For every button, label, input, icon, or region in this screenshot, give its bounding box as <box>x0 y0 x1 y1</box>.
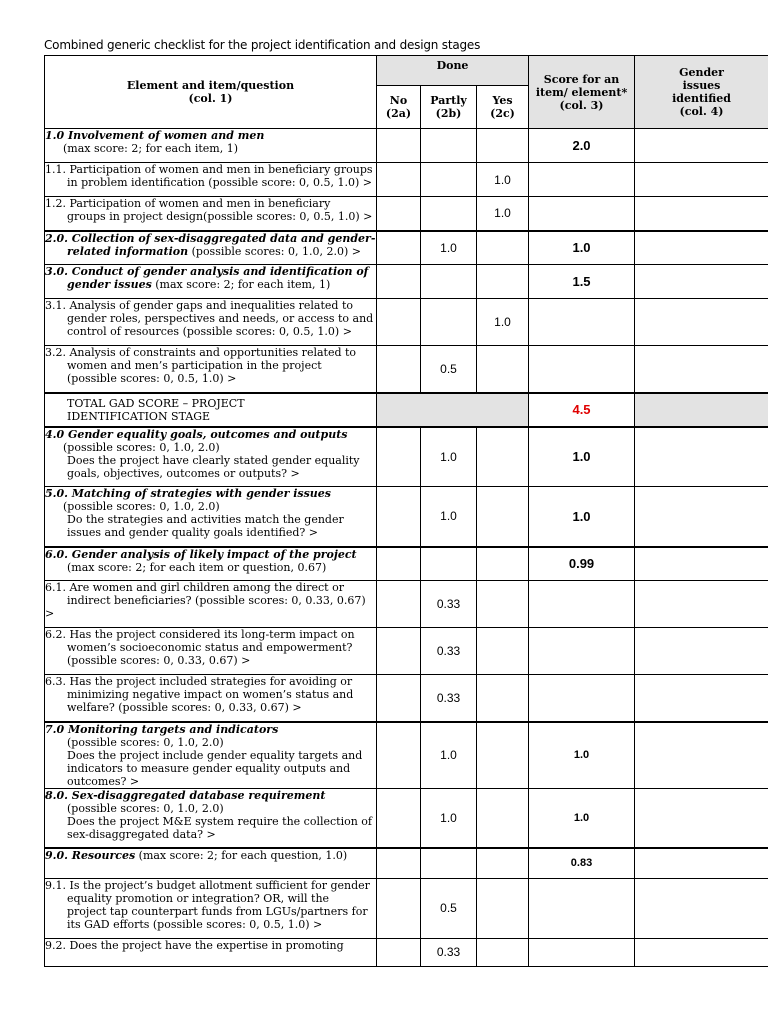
partly-cell: 0.5 <box>421 346 477 393</box>
gender-issues-cell <box>635 675 768 722</box>
no-cell <box>377 878 421 938</box>
score-cell: 1.0 <box>529 231 635 265</box>
table-row <box>45 487 768 547</box>
element-text-line: Does the project M&E system require the collection of <box>67 814 372 828</box>
score-cell <box>529 878 635 938</box>
yes-cell <box>477 547 529 581</box>
yes-cell: 1.0 <box>477 163 529 197</box>
score-cell <box>529 197 635 231</box>
partly-cell: 1.0 <box>421 788 477 848</box>
score-column-header: Score for an item/ element* (col. 3) <box>529 56 635 129</box>
gender-issues-cell <box>635 581 768 628</box>
element-text-line: indicators to measure gender equality outputs and <box>67 761 351 775</box>
yes-cell: 1.0 <box>477 299 529 346</box>
no-column-header: No (2a) <box>377 86 421 129</box>
no-cell <box>377 628 421 675</box>
gender-issues-cell <box>635 722 768 789</box>
element-text-line: Do the strategies and activities match the gender <box>67 513 344 526</box>
no-cell <box>377 197 421 231</box>
element-text-line: 5.0. Matching of strategies with gender issues <box>45 487 331 500</box>
element-text-line: 3.0. Conduct of gender analysis and identification of <box>45 265 369 278</box>
gad-checklist-table <box>44 55 768 967</box>
total-score-row <box>45 393 768 427</box>
yes-cell <box>477 675 529 722</box>
gender-issues-cell <box>635 938 768 966</box>
element-text-line: gender roles, perspectives and needs, or access to and <box>67 312 374 325</box>
partly-cell: 0.33 <box>421 628 477 675</box>
score-cell <box>529 163 635 197</box>
yes-cell <box>477 487 529 547</box>
no-cell <box>377 675 421 722</box>
element-text-line: goals, objectives, outcomes or outputs? > <box>67 466 300 480</box>
yes-cell: 1.0 <box>477 197 529 231</box>
table-row <box>45 788 768 848</box>
element-text-line: 3.2. Analysis of constraints and opportunities related to <box>45 346 357 359</box>
element-text-line: control of resources (possible scores: 0, 0.5, 1.0) > <box>67 325 352 338</box>
no-cell <box>377 129 421 163</box>
no-cell <box>377 938 421 966</box>
yes-cell <box>477 628 529 675</box>
gender-issues-cell <box>635 265 768 299</box>
element-text-line: (max score: 2; for each item or question, 0.67) <box>67 560 327 574</box>
yes-cell <box>477 581 529 628</box>
gender-issues-cell <box>635 788 768 848</box>
element-cell <box>45 878 377 938</box>
element-cell <box>45 547 377 581</box>
no-cell <box>377 427 421 487</box>
table-row <box>45 163 768 197</box>
yes-cell <box>477 265 529 299</box>
element-text-line: Does the project include gender equality targets and <box>67 748 363 762</box>
table-row <box>45 675 768 722</box>
element-text-line: (possible scores: 0, 1.0, 2.0) <box>63 440 220 454</box>
partly-cell: 0.33 <box>421 675 477 722</box>
score-cell: 1.0 <box>529 788 635 848</box>
gender-issues-column-header: Gender issues identified (col. 4) <box>635 56 768 129</box>
table-row <box>45 265 768 299</box>
element-cell <box>45 938 377 966</box>
gender-issues-cell <box>635 848 768 878</box>
table-row <box>45 129 768 163</box>
yes-column-header: Yes (2c) <box>477 86 529 129</box>
score-cell: 1.5 <box>529 265 635 299</box>
gender-issues-cell <box>635 547 768 581</box>
element-text-line: (possible scores: 0, 1.0, 2.0) <box>67 801 224 815</box>
score-cell: 1.0 <box>529 487 635 547</box>
partly-cell <box>421 547 477 581</box>
element-text-line: equality promotion or integration? OR, will the <box>67 891 330 905</box>
element-text-line: 4.0 Gender equality goals, outcomes and outputs <box>45 427 348 441</box>
table-row <box>45 938 768 966</box>
element-cell <box>45 299 377 346</box>
partly-cell <box>421 265 477 299</box>
element-text-line: IDENTIFICATION STAGE <box>67 409 211 423</box>
element-text-line: outcomes? > <box>67 774 140 788</box>
element-text-line: in problem identification (possible score: 0, 0.5, 1.0) > <box>67 176 373 189</box>
yes-cell <box>477 788 529 848</box>
table-row <box>45 547 768 581</box>
element-text-line: women’s socioeconomic status and empowerment? <box>67 641 353 654</box>
gender-issues-cell <box>635 427 768 487</box>
gender-issues-cell <box>635 878 768 938</box>
element-cell <box>45 848 377 878</box>
table-row <box>45 231 768 265</box>
element-text-line: groups in project design(possible scores: 0, 0.5, 1.0) > <box>67 210 373 223</box>
element-cell <box>45 265 377 299</box>
table-row <box>45 722 768 789</box>
no-cell <box>377 231 421 265</box>
element-text-line: 8.0. Sex-disaggregated database requirement <box>45 788 326 802</box>
element-text-line: 1.0 Involvement of women and men <box>45 129 265 142</box>
table-row <box>45 427 768 487</box>
element-cell <box>45 129 377 163</box>
element-cell <box>45 628 377 675</box>
table-row <box>45 346 768 393</box>
gender-issues-cell <box>635 628 768 675</box>
partly-cell: 1.0 <box>421 427 477 487</box>
partly-cell <box>421 163 477 197</box>
score-cell: 0.99 <box>529 547 635 581</box>
done-merged-cell <box>377 393 529 427</box>
partly-column-header: Partly (2b) <box>421 86 477 129</box>
element-cell <box>45 231 377 265</box>
table-row <box>45 581 768 628</box>
element-text-line: 1.1. Participation of women and men in beneficiary groups <box>45 163 373 176</box>
score-cell <box>529 346 635 393</box>
yes-cell <box>477 427 529 487</box>
table-row <box>45 299 768 346</box>
element-cell <box>45 788 377 848</box>
element-text-line: 6.0. Gender analysis of likely impact of the project <box>45 547 357 561</box>
element-text-line: 6.2. Has the project considered its long-term impact on <box>45 628 355 641</box>
element-text-line: its GAD efforts (possible scores: 0, 0.5, 1.0) > <box>67 917 323 931</box>
element-cell <box>45 197 377 231</box>
element-text-line: (possible scores: 0, 1.0, 2.0) <box>67 735 224 749</box>
element-text-line: minimizing negative impact on women’s status and <box>67 688 354 701</box>
score-cell <box>529 938 635 966</box>
element-text-line: 9.0. Resources (max score: 2; for each question, 1.0) <box>45 849 348 862</box>
table-caption: Combined generic checklist for the project identification and design stages <box>44 38 481 52</box>
element-text-line: project tap counterpart funds from LGUs/partners for <box>67 904 368 918</box>
done-column-header: Done <box>377 56 529 86</box>
yes-cell <box>477 722 529 789</box>
partly-cell <box>421 129 477 163</box>
score-cell <box>529 628 635 675</box>
element-text-line: indirect beneficiaries? (possible scores: 0, 0.33, 0.67) <box>67 594 366 607</box>
yes-cell <box>477 346 529 393</box>
partly-cell: 1.0 <box>421 231 477 265</box>
yes-cell <box>477 938 529 966</box>
no-cell <box>377 581 421 628</box>
element-text-line: sex-disaggregated data? > <box>67 827 216 841</box>
partly-cell <box>421 848 477 878</box>
no-cell <box>377 265 421 299</box>
gender-issues-cell <box>635 129 768 163</box>
element-text-line: 6.1. Are women and girl children among the direct or <box>45 581 344 594</box>
element-cell <box>45 163 377 197</box>
no-cell <box>377 848 421 878</box>
element-text-line: 1.2. Participation of women and men in beneficiary <box>45 197 331 210</box>
table-row <box>45 197 768 231</box>
element-cell <box>45 675 377 722</box>
score-cell: 2.0 <box>529 129 635 163</box>
partly-cell: 0.33 <box>421 581 477 628</box>
yes-cell <box>477 231 529 265</box>
no-cell <box>377 299 421 346</box>
no-cell <box>377 788 421 848</box>
element-cell <box>45 346 377 393</box>
no-cell <box>377 722 421 789</box>
element-text-line: (possible scores: 0, 0.33, 0.67) > <box>67 654 251 667</box>
element-text-line: gender issues (max score: 2; for each item, 1) <box>67 278 331 291</box>
element-cell <box>45 581 377 628</box>
gender-issues-cell <box>635 299 768 346</box>
partly-cell <box>421 299 477 346</box>
gender-issues-cell <box>635 393 768 427</box>
score-cell: 1.0 <box>529 427 635 487</box>
partly-cell: 0.5 <box>421 878 477 938</box>
partly-cell: 1.0 <box>421 487 477 547</box>
no-cell <box>377 487 421 547</box>
partly-cell <box>421 197 477 231</box>
element-cell <box>45 427 377 487</box>
yes-cell <box>477 878 529 938</box>
element-text-line: 3.1. Analysis of gender gaps and inequalities related to <box>45 299 353 312</box>
element-text-line: 6.3. Has the project included strategies for avoiding or <box>45 675 353 688</box>
score-cell <box>529 299 635 346</box>
gender-issues-cell <box>635 487 768 547</box>
gender-issues-cell <box>635 197 768 231</box>
element-text-line: issues and gender quality goals identified? > <box>67 526 318 539</box>
partly-cell: 1.0 <box>421 722 477 789</box>
score-cell: 1.0 <box>529 722 635 789</box>
yes-cell <box>477 129 529 163</box>
gender-issues-cell <box>635 163 768 197</box>
element-text-line: TOTAL GAD SCORE – PROJECT <box>67 396 245 410</box>
element-text-line: welfare? (possible scores: 0, 0.33, 0.67) > <box>67 701 302 714</box>
gender-issues-cell <box>635 231 768 265</box>
element-column-header: Element and item/question (col. 1) <box>45 56 377 129</box>
partly-cell: 0.33 <box>421 938 477 966</box>
yes-cell <box>477 848 529 878</box>
element-text-line: 9.2. Does the project have the expertise in promoting <box>45 938 344 952</box>
element-text-line: 9.1. Is the project’s budget allotment sufficient for gender <box>45 878 370 892</box>
element-text-line: 2.0. Collection of sex-disaggregated data and gender- <box>45 231 376 245</box>
element-text-line: related information (possible scores: 0, 1.0, 2.0) > <box>67 244 361 258</box>
no-cell <box>377 547 421 581</box>
element-cell <box>45 487 377 547</box>
element-text-line: > <box>45 607 55 620</box>
no-cell <box>377 163 421 197</box>
table-row <box>45 878 768 938</box>
element-cell <box>45 722 377 789</box>
element-text-line: 7.0 Monitoring targets and indicators <box>45 722 279 736</box>
table-row <box>45 628 768 675</box>
element-text-line: (possible scores: 0, 1.0, 2.0) <box>63 500 220 513</box>
table-row <box>45 848 768 878</box>
total-score-cell: 4.5 <box>529 393 635 427</box>
gender-issues-cell <box>635 346 768 393</box>
element-text-line: (max score: 2; for each item, 1) <box>63 142 239 155</box>
score-cell <box>529 675 635 722</box>
element-text-line: Does the project have clearly stated gender equality <box>67 453 360 467</box>
score-cell <box>529 581 635 628</box>
element-text-line: women and men’s participation in the project <box>67 359 322 372</box>
element-cell <box>45 393 377 427</box>
element-text-line: (possible scores: 0, 0.5, 1.0) > <box>67 372 237 385</box>
score-cell: 0.83 <box>529 848 635 878</box>
no-cell <box>377 346 421 393</box>
